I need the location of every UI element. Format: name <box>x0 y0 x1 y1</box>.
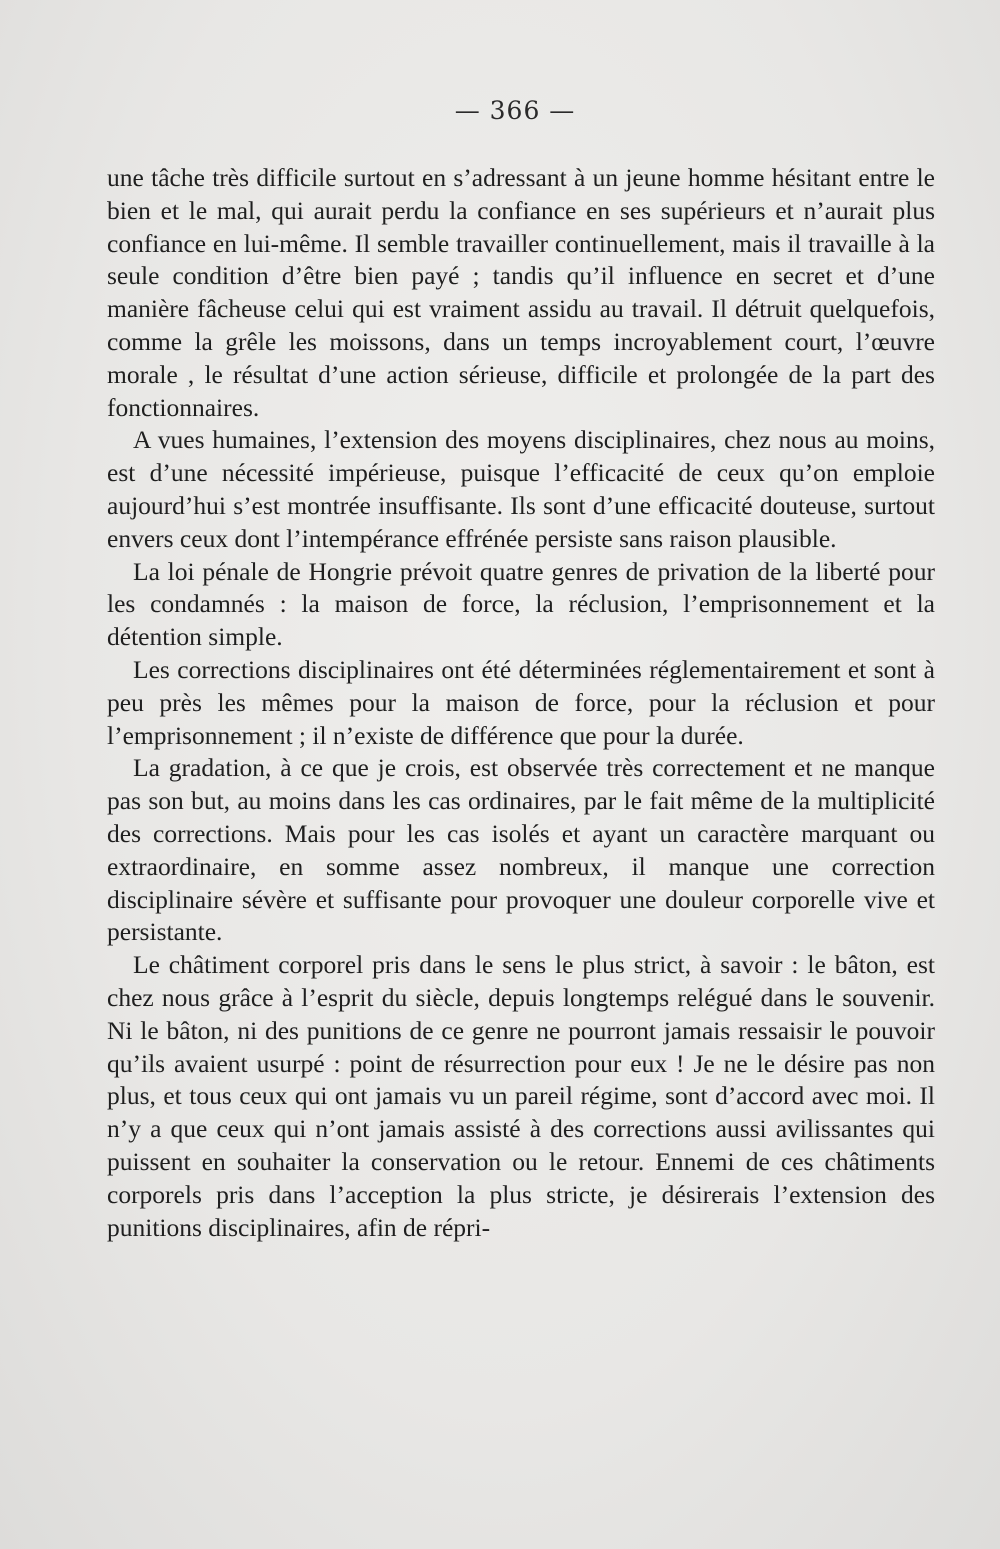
paragraph-2: A vues humaines, l’extension des moyens disciplinaires, chez nous au moins, est d’une nécessité impérieuse, puisque l’efficacité de ceux qu’on emploie aujourd’hui s’est montrée insuffisante. Ils sont d’une efficacité douteuse, surtout envers ceux dont l’intempérance effrénée persiste sans raison plausible. <box>107 425 935 553</box>
paragraph-6: Le châtiment corporel pris dans le sens le plus strict, à savoir : le bâton, est chez nous grâce à l’esprit du siècle, depuis longtemps relégué dans le souvenir. Ni le bâton, ni des punitions de ce genre ne pourront jamais ressaisir le pouvoir qu’ils avaient usurpé : point de résurrection pour eux ! Je ne le désire pas non plus, et tous ceux qui ont jamais vu un pareil régime, sont d’accord avec moi. Il n’y a que ceux qui n’ont jamais assisté à des corrections aussi avilissantes qui puissent en souhaiter la conservation ou le retour. Ennemi de ces châtiments corporels pris dans l’acception la plus stricte, je désirerais l’extension des punitions disciplinaires, afin de répri- <box>107 950 935 1242</box>
paragraph-4: Les corrections disciplinaires ont été déterminées réglementairement et sont à peu près les mêmes pour la maison de force, pour la réclusion et pour l’emprisonnement ; il n’existe de différence que pour la durée. <box>107 654 935 750</box>
paragraph-3: La loi pénale de Hongrie prévoit quatre genres de privation de la liberté pour les condamnés : la maison de force, la réclusion, l’emprisonnement et la détention simple. <box>107 556 935 652</box>
paragraph-5: La gradation, à ce que je crois, est observée très correctement et ne manque pas son but, au moins dans les cas ordinaires, par le fait même de la multiplicité des corrections. Mais pour les cas isolés et ayant un caractère marquant ou extraordinaire, en somme assez nombreux, il manque une correction disciplinaire sévère et suffisante pour provoquer une douleur corporelle vive et persistante. <box>107 753 935 947</box>
paragraph-1: une tâche très difficile surtout en s’adressant à un jeune homme hésitant entre le bien et le mal, qui aurait perdu la confiance en ses supérieurs et n’aurait plus confiance en lui-même. Il semble travailler continuellement, mais il travaille à la seule condition d’être bien payé ; tandis qu’il influence en secret et d’une manière fâcheuse celui qui est vraiment assidu au travail. Il détruit quelquefois, comme la grêle les moissons, dans un temps incroyablement court, l’œuvre morale , le résultat d’une action sérieuse, difficile et prolongée de la part des fonctionnaires. <box>107 163 935 422</box>
page-number: — 366 — <box>454 96 576 125</box>
body-text <box>107 162 935 1244</box>
